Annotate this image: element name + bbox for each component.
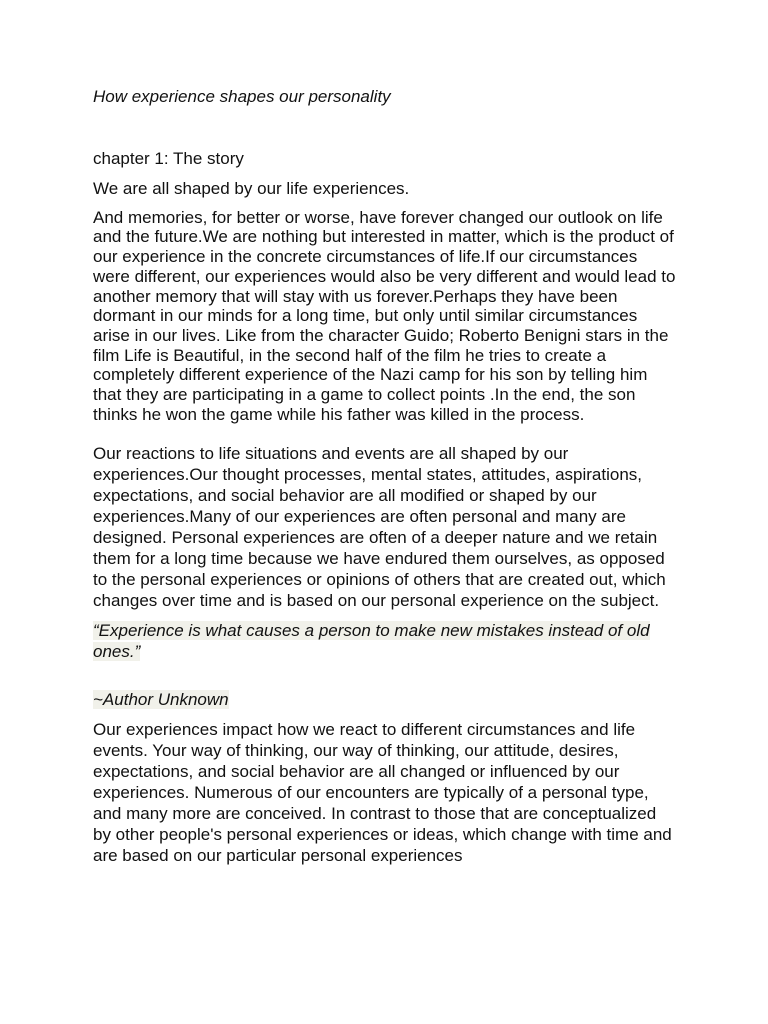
quote-block (93, 620, 678, 662)
chapter-heading: chapter 1: The story (93, 149, 244, 168)
paragraph-1: We are all shaped by our life experiences. (93, 179, 410, 198)
quote-attribution: ~Author Unknown (93, 690, 229, 710)
document-title: How experience shapes our personality (93, 87, 391, 106)
paragraph-2: And memories, for better or worse, have forever changed our outlook on life and the future.We are nothing but interested in matter, which is the product of our experience in the concrete circumstances of life.If our circumstances were different, our experiences would also be very different and would lead to another memory that will stay with us forever.Perhaps they have been dormant in our minds for a long time, but only until similar circumstances arise in our lives. Like from the character Guido; Roberto Benigni stars in the film Life is Beautiful, in the second half of the film he tries to create a completely different experience of the Nazi camp for his son by telling him that they are participating in a game to collect points .In the end, the son thinks he won the game while his father was killed in the process. (93, 207, 676, 424)
quote-text: “Experience is what causes a person to make new mistakes instead of old ones.” (93, 621, 650, 662)
paragraph-4: Our experiences impact how we react to different circumstances and life events. Your way of thinking, our way of thinking, our attitude, desires, expectations, and social behavior are all changed or influenced by our experiences. Numerous of our encounters are typically of a personal type, and many more are conceived. In contrast to those that are conceptualized by other people's personal experiences or ideas, which change with time and are based on our particular personal experiences (93, 720, 672, 866)
attribution-block (93, 689, 678, 710)
paragraph-3: Our reactions to life situations and events are all shaped by our experiences.Our thought processes, mental states, attitudes, aspirations, expectations, and social behavior are all modified or shaped by our experiences.Many of our experiences are often personal and many are designed. Personal experiences are often of a deeper nature and we retain them for a long time because we have endured them ourselves, as opposed to the personal experiences or opinions of others that are created out, which changes over time and is based on our personal experience on the subject. (93, 444, 666, 611)
